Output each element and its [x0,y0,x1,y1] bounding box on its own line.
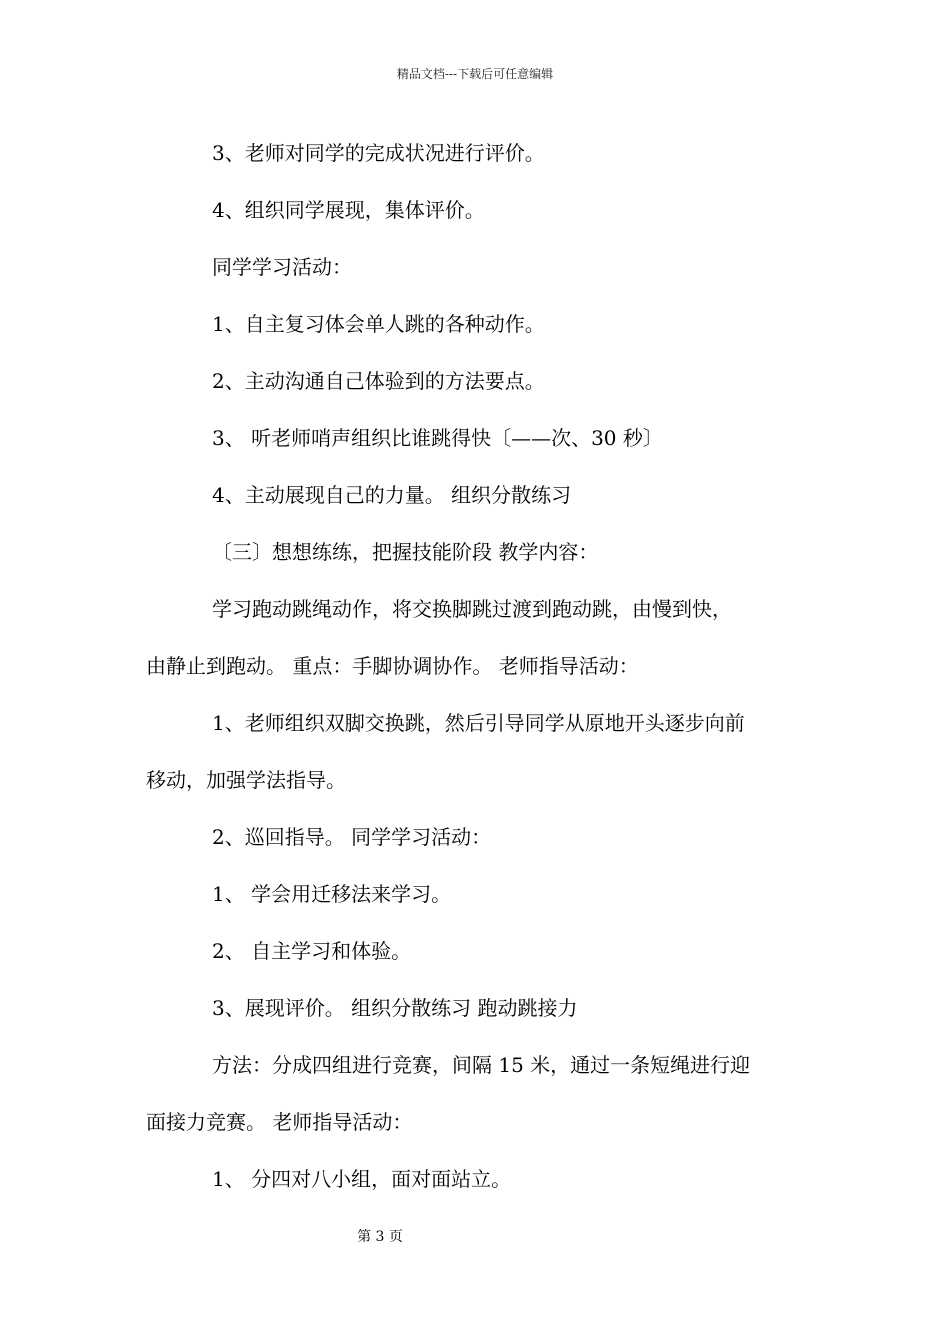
text-line-7: 4、主动展现自己的力量。 组织分散练习 [212,483,572,507]
page-header: 精品文档---下载后可任意编辑 [396,67,554,81]
text-line-12: 移动，加强学法指导。 [146,768,346,792]
text-line-2: 4、组织同学展现，集体评价。 [212,198,485,222]
text-line-11: 1、老师组织双脚交换跳，然后引导同学从原地开头逐步向前 [212,711,745,735]
text-line-5: 2、主动沟通自己体验到的方法要点。 [212,369,545,393]
document-body [146,130,810,1213]
text-line-10: 由静止到跑动。 重点：手脚协调协作。 老师指导活动： [146,654,639,678]
text-line-8: 〔三〕想想练练，把握技能阶段 教学内容： [212,540,599,564]
text-line-13: 2、巡回指导。 同学学习活动： [212,825,492,849]
text-line-16: 3、展现评价。 组织分散练习 跑动跳接力 [212,996,578,1020]
text-line-4: 1、自主复习体会单人跳的各种动作。 [212,312,545,336]
text-line-17: 方法：分成四组进行竞赛，间隔 15 米，通过一条短绳进行迎 [212,1053,751,1077]
text-line-18: 面接力竞赛。 老师指导活动： [146,1110,413,1134]
page-number: 第 3 页 [357,1229,403,1245]
text-line-3: 同学学习活动： [212,255,352,279]
text-line-9: 学习跑动跳绳动作，将交换脚跳过渡到跑动跳，由慢到快， [212,597,732,621]
text-line-1: 3、老师对同学的完成状况进行评价。 [212,141,545,165]
text-line-15: 2、 自主学习和体验。 [212,939,412,963]
text-line-6: 3、 听老师哨声组织比谁跳得快〔——次、30 秒〕 [212,426,663,450]
text-line-19: 1、 分四对八小组，面对面站立。 [212,1167,512,1191]
text-line-14: 1、 学会用迁移法来学习。 [212,882,452,906]
